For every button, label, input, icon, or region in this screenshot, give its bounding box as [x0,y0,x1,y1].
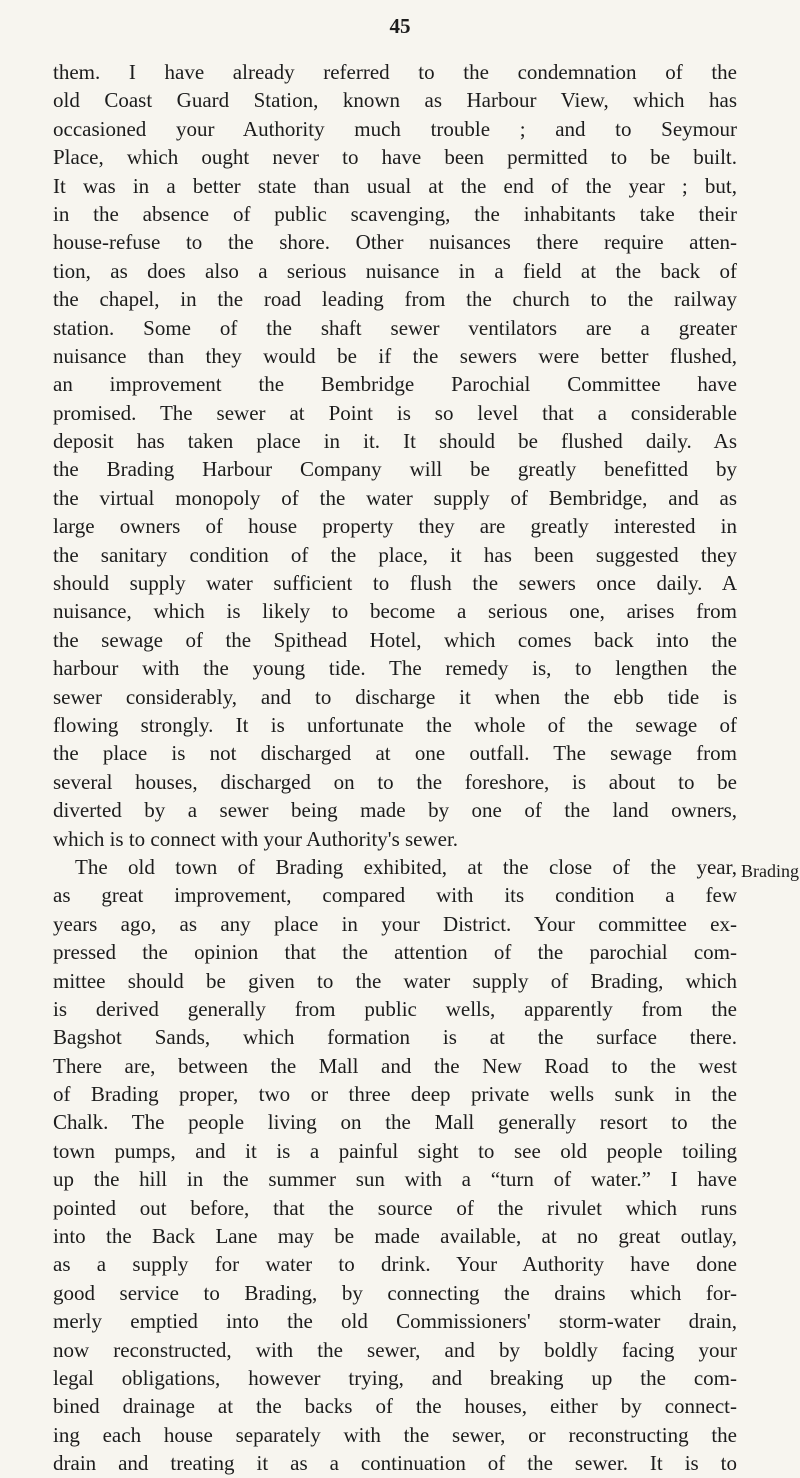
text-line: an improvement the Bembridge Parochial Committee have [53,372,737,397]
text-line: which is to connect with your Authority's sewer. [53,826,459,851]
text-line: nuisance than they would be if the sewers were better flushed, [53,343,737,368]
text-line: of Brading proper, two or three deep private wells sunk in the [53,1082,737,1107]
text-line: deposit has taken place in it. It should be flushed daily. As [53,429,737,454]
text-line: up the hill in the summer sun with a “turn of water.” I have [53,1167,737,1192]
text-line: harbour with the young tide. The remedy is, to lengthen the [53,656,737,681]
text-line: in the absence of public scavenging, the inhabitants take their [53,201,737,226]
text-line: ing each house separately with the sewer, or reconstructing the [53,1422,737,1447]
text-line: sewer considerably, and to discharge it when the ebb tide is [53,684,737,709]
text-line: house-refuse to the shore. Other nuisances there require atten- [53,230,737,255]
text-line: The old town of Brading exhibited, at the close of the year, [75,854,737,879]
text-line: as great improvement, compared with its condition a few [53,883,737,908]
text-line: is derived generally from public wells, apparently from the [53,996,737,1021]
text-line: Chalk. The people living on the Mall generally resort to the [53,1110,737,1135]
body-text [53,58,737,1478]
text-line: the place is not discharged at one outfall. The sewage from [53,741,737,766]
text-line: the chapel, in the road leading from the church to the railway [53,287,737,312]
text-line: diverted by a sewer being made by one of the land owners, [53,798,737,823]
text-line: the sewage of the Spithead Hotel, which comes back into the [53,627,737,652]
text-line: occasioned your Authority much trouble ; and to Seymour [53,116,737,141]
text-line: several houses, discharged on to the foreshore, is about to be [53,769,737,794]
text-line: mittee should be given to the water supply of Brading, which [53,968,737,993]
text-line: merly emptied into the old Commissioners' storm-water drain, [53,1309,737,1334]
text-line: nuisance, which is likely to become a serious one, arises from [53,599,737,624]
text-line: pressed the opinion that the attention of the parochial com- [53,940,737,965]
text-line: bined drainage at the backs of the houses, either by connect- [53,1394,737,1419]
text-line: them. I have already referred to the condemnation of the [53,60,737,84]
text-line: now reconstructed, with the sewer, and by boldly facing your [53,1337,737,1362]
margin-note: Brading [741,861,799,881]
text-line: the Brading Harbour Company will be greatly benefitted by [53,457,737,482]
text-line: Place, which ought never to have been permitted to be built. [53,145,737,170]
text-line: There are, between the Mall and the New Road to the west [53,1053,737,1078]
text-line: drain and treating it as a continuation of the sewer. It is to [53,1451,737,1476]
text-line: station. Some of the shaft sewer ventilators are a greater [53,315,737,340]
text-line: promised. The sewer at Point is so level that a considerable [53,400,737,425]
text-line: legal obligations, however trying, and breaking up the com- [53,1365,737,1390]
text-line: good service to Brading, by connecting the drains which for- [53,1280,737,1305]
text-line: old Coast Guard Station, known as Harbour View, which has [53,88,737,113]
text-line: the virtual monopoly of the water supply of Bembridge, and as [53,485,737,510]
text-line: Bagshot Sands, which formation is at the surface there. [53,1025,737,1050]
text-line: pointed out before, that the source of the rivulet which runs [53,1195,737,1220]
text-line: flowing strongly. It is unfortunate the whole of the sewage of [53,712,737,737]
page-number: 45 [389,14,411,38]
text-line: tion, as does also a serious nuisance in a field at the back of [53,258,737,283]
text-line: should supply water sufficient to flush the sewers once daily. A [53,571,737,596]
text-line: the sanitary condition of the place, it has been suggested they [53,542,737,567]
text-line: into the Back Lane may be made available, at no great outlay, [53,1224,737,1249]
text-line: town pumps, and it is a painful sight to see old people toiling [53,1138,737,1163]
text-line: years ago, as any place in your District. Your committee ex- [53,911,737,936]
text-line: as a supply for water to drink. Your Authority have done [53,1252,737,1277]
text-line: It was in a better state than usual at the end of the year ; but, [53,173,737,198]
text-line: large owners of house property they are greatly interested in [53,514,737,539]
